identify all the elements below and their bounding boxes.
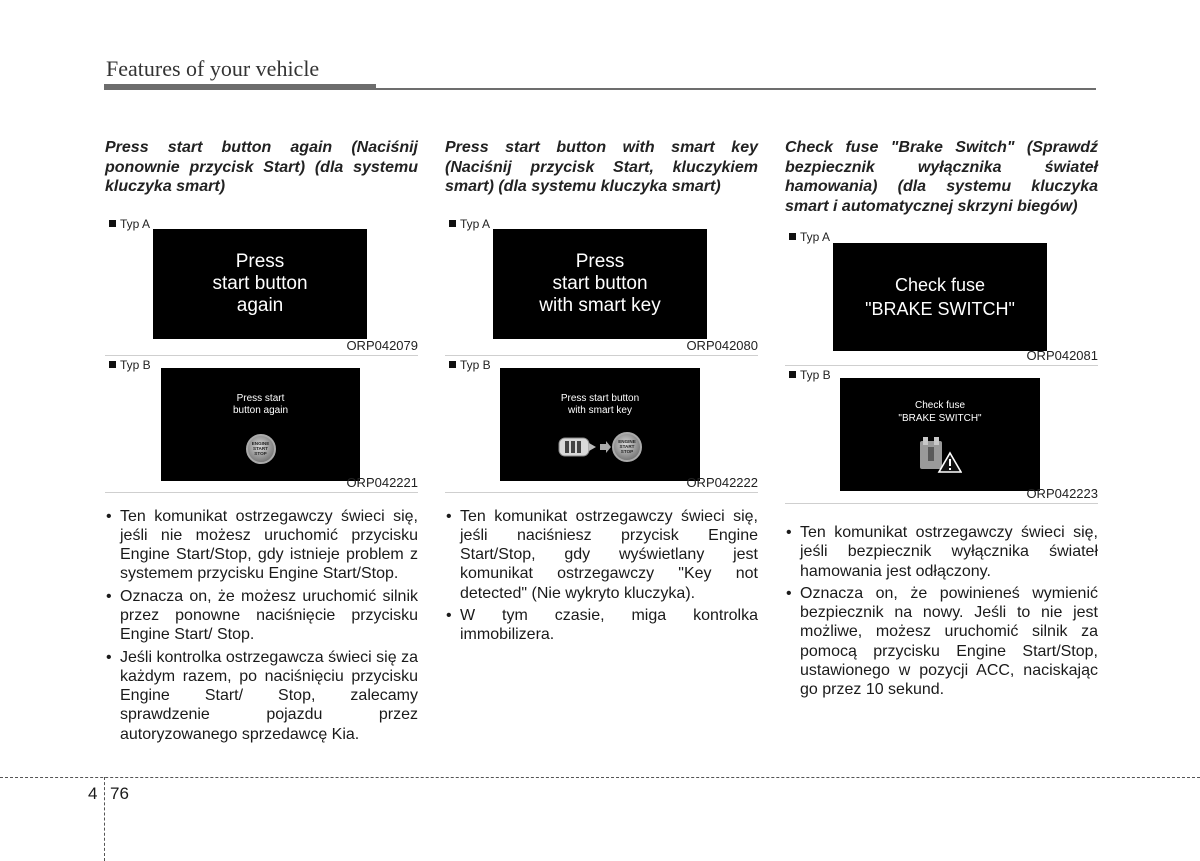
column-press-start-smart-key — [445, 138, 758, 648]
figure-label: Typ A — [789, 230, 830, 244]
smart-key-to-button-graphic — [558, 432, 642, 462]
cluster-display-screen: Press start button again ENGINE START STOP — [161, 368, 360, 481]
list-item: • W tym czasie, miga kontrolka immobilizera. — [445, 606, 758, 645]
list-item: • Ten komunikat ostrzegawczy świeci się, jeśli nie możesz uruchomić przycisku Engine Start/Stop, gdy istnieje problem z systemem przycisku Engine Start/Stop. — [105, 507, 418, 584]
figure-typ-a — [445, 215, 758, 356]
page-number: 76 — [110, 784, 129, 803]
figure-label: Typ A — [449, 217, 490, 231]
figure-label: Typ B — [449, 358, 491, 372]
section-heading: Press start button again (Naciśnij ponownie przycisk Start) (dla systemu kluczyka smart) — [105, 139, 418, 195]
cluster-display-screen: Check fuse "BRAKE SWITCH" — [840, 378, 1040, 491]
figure-label: Typ A — [109, 217, 150, 231]
list-item: • Oznacza on, że powinieneś wymienić bezpiecznik na nowy. Jeśli to nie jest możliwe, możesz uruchomić silnik za pomocą przycisku Engine Start/Stop, ustawionego w pozycji ACC, naciskając go przez 10 sekund. — [785, 584, 1098, 700]
square-bullet-icon — [789, 233, 796, 240]
figure-code: ORP042081 — [1026, 348, 1098, 363]
smart-key-fob-icon — [558, 435, 598, 459]
section-heading: Check fuse "Brake Switch" (Sprawdź bezpiecznik wyłącznika świateł hamowania) (dla systemu kluczyka smart i automatycznej skrzyni biegów) — [785, 139, 1098, 215]
section-heading: Press start button with smart key (Naciśnij przycisk Start, kluczykiem smart) (dla systemu kluczyka smart) — [445, 139, 758, 195]
square-bullet-icon — [449, 220, 456, 227]
figure-typ-b — [785, 366, 1098, 504]
figure-label: Typ B — [109, 358, 151, 372]
column-check-fuse-brake-switch — [785, 138, 1098, 703]
figure-code: ORP042080 — [686, 337, 758, 353]
list-item: • Oznacza on, że możesz uruchomić silnik przez ponowne naciśnięcie przycisku Engine Start/ Stop. — [105, 587, 418, 645]
cluster-display-screen: Check fuse "BRAKE SWITCH" — [833, 243, 1047, 351]
cluster-display-screen: Press start button with smart key — [493, 229, 707, 339]
footer-rule — [0, 777, 1200, 778]
list-item: • Ten komunikat ostrzegawczy świeci się, jeśli bezpiecznik wyłącznika świateł hamowania jest odłączony. — [785, 523, 1098, 581]
footer-margin-rule — [104, 777, 105, 861]
figure-code: ORP042223 — [1026, 486, 1098, 501]
bullet-list — [105, 507, 418, 745]
bullet-list — [785, 523, 1098, 700]
cluster-display-screen: Press start button with smart key ENGINE START STOP — [500, 368, 700, 481]
engine-start-button-icon: ENGINE START STOP — [246, 434, 276, 464]
figure-typ-a — [105, 215, 418, 356]
figure-typ-b — [445, 356, 758, 493]
square-bullet-icon — [449, 361, 456, 368]
arrow-right-icon — [599, 441, 611, 453]
chapter-number: 4 — [88, 784, 98, 803]
figure-code: ORP042079 — [346, 337, 418, 353]
column-press-start-again — [105, 138, 418, 747]
figure-code: ORP042222 — [686, 474, 758, 490]
figure-code: ORP042221 — [346, 474, 418, 490]
list-item: • Ten komunikat ostrzegawczy świeci się, jeśli naciśniesz przycisk Engine Start/Stop, gdy wyświetlany jest komunikat ostrzegawczy "Key not detected" (Nie wykryto kluczyka). — [445, 507, 758, 603]
page-header-title: Features of your vehicle — [106, 56, 320, 81]
square-bullet-icon — [109, 361, 116, 368]
figure-label: Typ B — [789, 368, 831, 382]
figure-typ-a — [785, 228, 1098, 366]
engine-start-button-icon: ENGINE START STOP — [612, 432, 642, 462]
list-item: • Jeśli kontrolka ostrzegawcza świeci się za każdym razem, po naciśnięciu przycisku Engine Start/ Stop, zalecamy sprawdzenie pojazdu przez autoryzowanego sprzedawcę Kia. — [105, 648, 418, 744]
header-rule-accent — [104, 84, 376, 90]
square-bullet-icon — [789, 371, 796, 378]
bullet-list — [445, 507, 758, 645]
square-bullet-icon — [109, 220, 116, 227]
fuse-warning-icon — [918, 437, 962, 473]
header-rule — [376, 88, 1096, 90]
figure-typ-b — [105, 356, 418, 493]
cluster-display-screen: Press start button again — [153, 229, 367, 339]
